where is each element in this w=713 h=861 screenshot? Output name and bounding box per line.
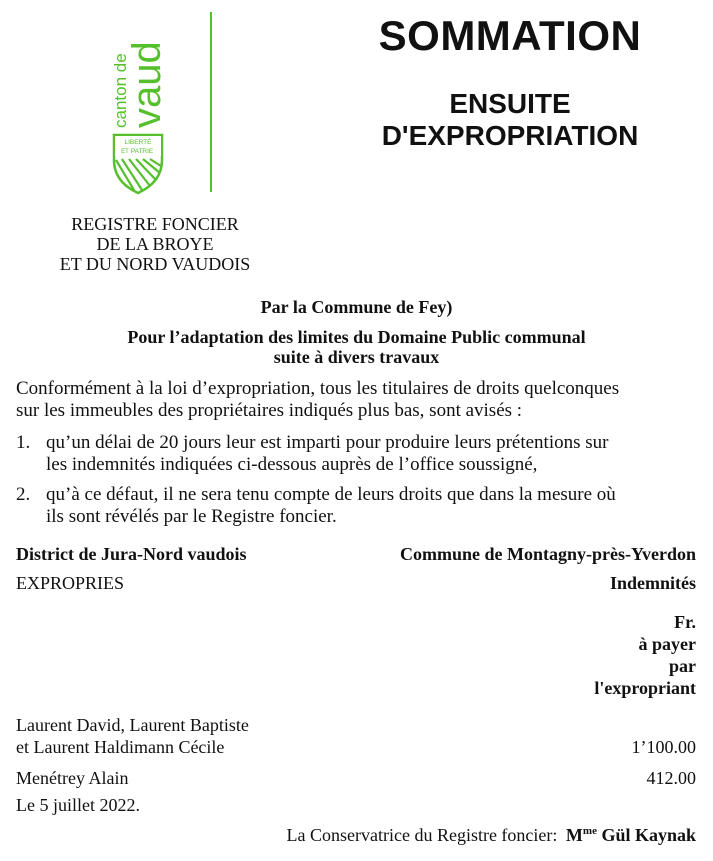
signature-block [150, 825, 696, 846]
vaud-shield-icon [108, 10, 168, 195]
logo-motto-2: ET [121, 149, 129, 155]
logo-canton-text: canton de [111, 53, 130, 128]
office-line-3: ET DU NORD VAUDOIS [59, 254, 251, 274]
commune-label: Commune de Montagny-près-Yverdon [400, 544, 696, 564]
office-line-2: DE LA BROYE [96, 234, 214, 254]
point-1-line-2: les indemnités indiquées ci-dessous auprès de l’office soussigné, [46, 454, 538, 475]
logo-motto-3: PATRIE [130, 148, 154, 155]
signatory-name: Gül Kaynak [601, 825, 696, 845]
column-expropries: EXPROPRIES [16, 573, 125, 593]
unit-line-1: Fr. [674, 612, 696, 632]
intro-purpose-1: Pour l’adaptation des limites du Domaine Public communal [127, 327, 586, 347]
point-number: 2. [16, 484, 31, 505]
point-2-line-2: ils sont révélés par le Registre foncier. [46, 506, 337, 527]
intro-by: Par la Commune de Fey) [260, 297, 453, 317]
notice-line-1: Conformément à la loi d’expropriation, tous les titulaires de droits quelconques [16, 378, 620, 399]
table-row [16, 767, 696, 789]
office-line-1: REGISTRE FONCIER [71, 214, 239, 234]
unit-line-2: à payer [638, 634, 696, 654]
title-prefix: M [565, 825, 583, 845]
logo-divider [210, 12, 212, 192]
row-1-name-1: Laurent David, Laurent Baptiste [16, 715, 249, 735]
intro-purpose-2: suite à divers travaux [273, 347, 440, 367]
column-indemnites: Indemnités [609, 573, 696, 593]
point-1 [16, 432, 706, 476]
canton-logo [108, 10, 168, 195]
point-2 [16, 484, 706, 528]
point-2-line-1: qu’à ce défaut, il ne sera tenu compte de leurs droits que dans la mesure où [46, 484, 616, 505]
district-label: District de Jura-Nord vaudois [16, 544, 247, 564]
logo-motto-1: LIBERTÉ [124, 139, 152, 146]
unit-line-3: par [669, 656, 696, 676]
doc-title: SOMMATION [378, 12, 642, 59]
row-1-amount: 1’100.00 [631, 737, 696, 757]
notice-line-2: sur les immeubles des propriétaires indiqués plus bas, sont avisés : [16, 400, 523, 421]
row-1-name-2: et Laurent Haldimann Cécile [16, 737, 225, 757]
doc-subtitle-2: D'EXPROPRIATION [381, 120, 639, 151]
row-2-amount: 412.00 [646, 768, 696, 788]
unit-line-4: l'expropriant [594, 678, 696, 698]
signatory-label: La Conservatrice du Registre foncier: [286, 825, 558, 845]
doc-subtitle-1: ENSUITE [449, 88, 571, 119]
unit-header [500, 611, 696, 699]
title-sup: me [582, 825, 597, 837]
office-block [20, 214, 290, 274]
point-1-line-1: qu’un délai de 20 jours leur est imparti pour produire leurs prétentions sur [46, 432, 609, 453]
point-number: 1. [16, 432, 31, 453]
signatory-title [566, 825, 602, 845]
notice-paragraph [16, 378, 706, 422]
row-2-name-1: Menétrey Alain [16, 768, 129, 788]
table-row [16, 714, 696, 758]
signature-date: Le 5 juillet 2022. [16, 795, 140, 815]
logo-vaud-text: vaud [125, 41, 168, 128]
